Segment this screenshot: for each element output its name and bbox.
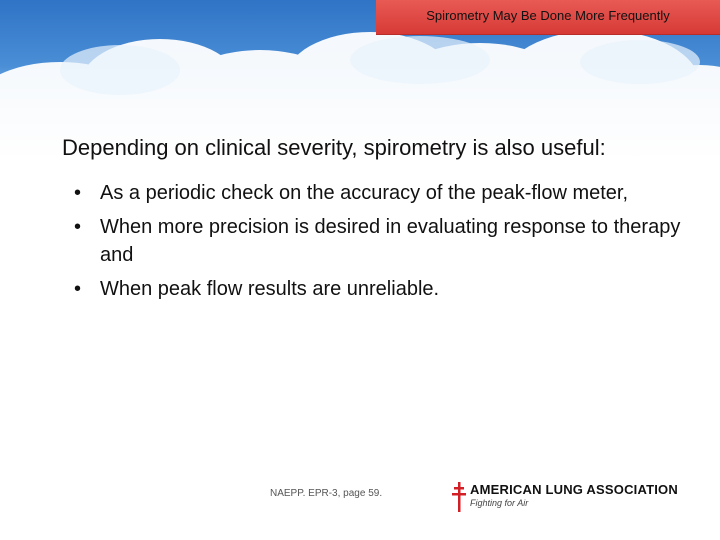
intro-text: Depending on clinical severity, spirometry is also useful: [62,135,606,160]
bullet-icon: • [74,278,82,300]
double-cross-icon [452,482,466,512]
bullet-icon: • [74,216,82,238]
bullet-item [74,213,702,269]
slide-content [62,133,702,309]
bullet-item [74,275,702,303]
citation: NAEPP. EPR-3, page 59. [270,488,383,499]
slide-title: Spirometry May Be Done More Frequently [376,0,720,35]
ala-logo [452,480,692,514]
bullet-text: When peak flow results are unreliable. [100,278,440,300]
bullet-list [62,179,702,303]
bullet-item [74,179,702,207]
logo-tagline: Fighting for Air [470,498,529,508]
bullet-icon: • [74,182,82,204]
logo-text: AMERICAN LUNG ASSOCIATION [470,482,678,497]
bullet-text: When more precision is desired in evaluating response to therapy and [100,216,681,266]
bullet-text: As a periodic check on the accuracy of the peak-flow meter, [100,182,629,204]
